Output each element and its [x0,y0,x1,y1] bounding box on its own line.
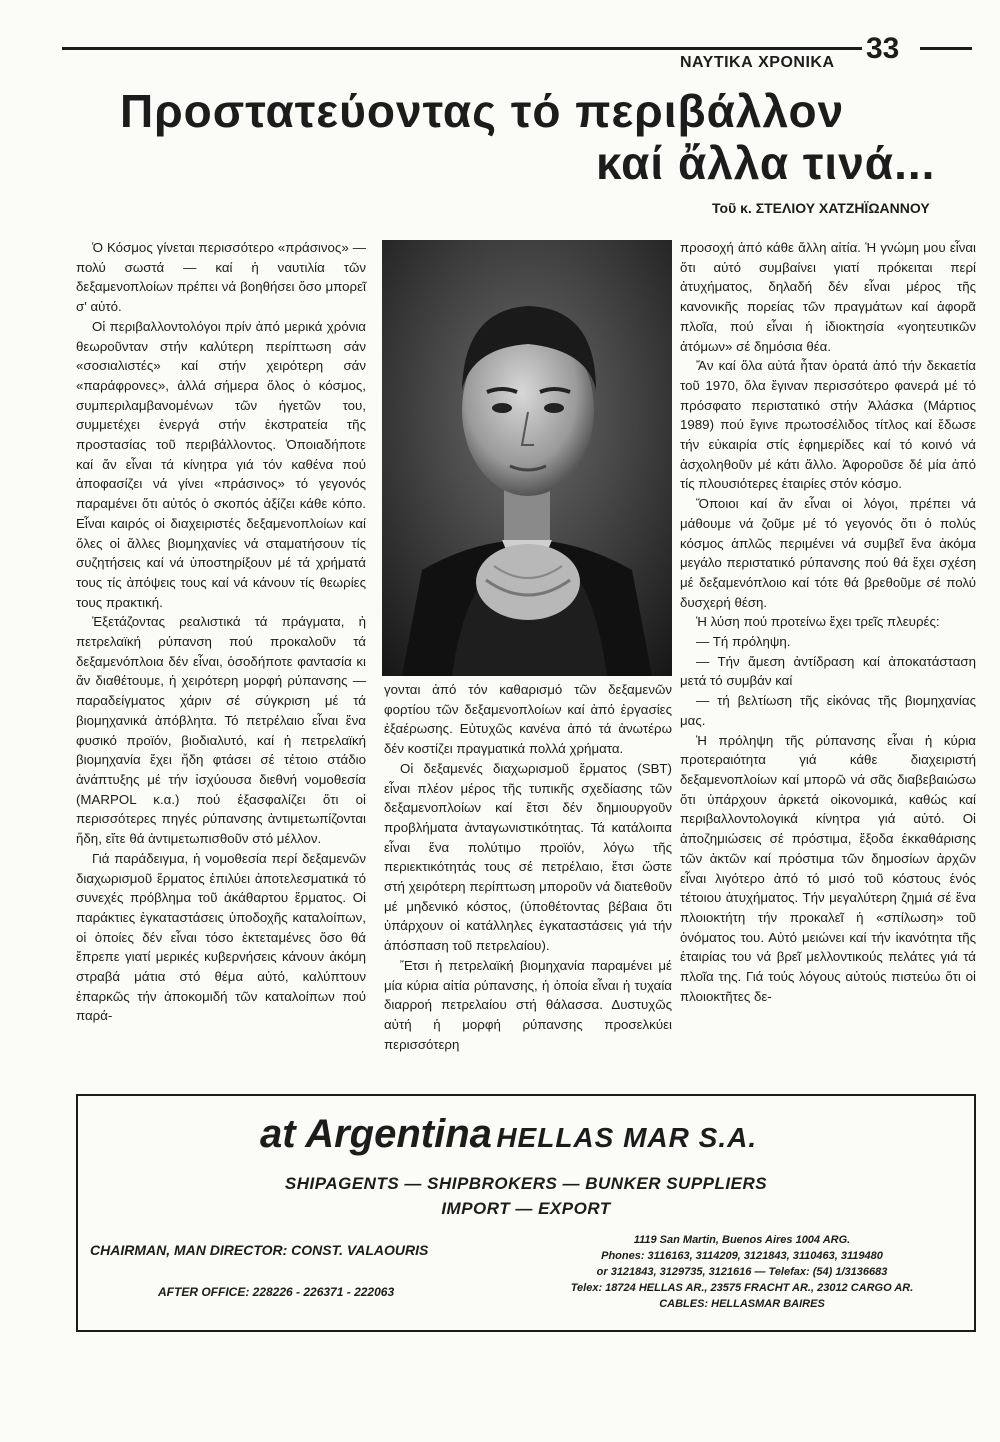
header-rule-right [920,47,972,50]
ad-contact-block [522,1232,962,1312]
ad-services-line1: SHIPAGENTS — SHIPBROKERS — BUNKER SUPPLIERS [284,1174,768,1193]
ad-phones-alt: or 3121843, 3129735, 3121616 — Telefax: (54) 1/3136683 [596,1266,888,1278]
column-middle [384,680,672,1054]
portrait-illustration [382,240,672,676]
list-item: — Τή πρόληψη. [696,634,791,650]
article-title-line2: καί ἄλλα τινά... [596,137,936,189]
paragraph: Οἱ δεξαμενές διαχωρισμοῦ ἕρματος (SBT) εἶναι πλέον μέρος τῆς τυπικῆς σχεδίασης τῶν δεξαμενοπλοίων καί ἔτσι δέν δημιουργοῦν προβλήματα ἀνταγωνιστικότητας. Τά κατάλοιπα εἶναι ἕνα πολύτιμο προϊόν, λόγω τῆς περιεκτικότητάς τους σέ πετρέλαιο, ἔτσι ὥστε στή χειρότερη περίπτωση μποροῦν νά διατεθοῦν μέ μηδενικό κόστος, (ὑποθέτοντας βέβαια ὅτι ὑπάρχουν οἱ κατάλληλες ἐγκαταστάσεις γιά τήν ἀπόσπαση τοῦ πετρελαίου). [384,760,672,954]
ad-cables: CABLES: HELLASMAR BAIRES [659,1298,825,1310]
ad-services-line2: IMPORT — EXPORT [441,1199,611,1218]
ad-phones: Phones: 3116163, 3114209, 3121843, 3110463, 3119480 [601,1250,883,1262]
ad-telex: Telex: 18724 HELLAS AR., 23575 FRACHT AR., 23012 CARGO AR. [570,1282,914,1294]
paragraph: Ἡ λύση πού προτείνω ἔχει τρεῖς πλευρές: [696,614,940,630]
ad-company-name: HELLAS MAR S.A. [496,1122,758,1153]
advertisement-box [76,1094,976,1332]
list-item: — τή βελτίωση τῆς εἰκόνας τῆς βιομηχανίας μας. [680,693,976,728]
paragraph: Γιά παράδειγμα, ἡ νομοθεσία περί δεξαμενῶν διαχωρισμοῦ ἕρματος ἐπιλύει ἀποτελεσματικά τό συνεχές πρόβλημα τοῦ ἀκάθαρτου ἕρματος. Οἱ παράκτιες ἐγκαταστάσεις ὑποδοχῆς καταλοίπων, οἱ ὁποίες δέν εἶναι τόσο ἐκτεταμένες ὅσο θά ἔπρεπε γιατί μερικές κυβερνήσεις κάνουν ἀκόμη στραβά μάτια στό θέμα αὐτό, καλύπτουν ἐπαρκῶς τήν ἀποκομιδή τῶν καταλοίπων πού παρά- [76,850,366,1024]
author-portrait-photo [382,240,672,676]
paragraph: Ὅποιοι καί ἄν εἶναι οἱ λόγοι, πρέπει νά μάθουμε νά ζοῦμε μέ τό γεγονός ὅτι ὁ πολύς κόσμος ἁπλῶς περιμένει νά συμβεῖ ἕνα ἀκόμα μεγάλο περιστατικό ρύπανσης πού θά ἔχει σχέση μέ δεξαμενόπλοιο καί τότε θά βρεθοῦμε σέ πολύ δυσχερή θέση. [680,496,976,610]
byline: Τοῦ κ. ΣΤΕΛΙΟΥ ΧΑΤΖΗΪΩΑΝΝΟΥ [712,200,930,216]
paragraph: Οἱ περιβαλλοντολόγοι πρίν ἀπό μερικά χρόνια θεωροῦνταν στήν καλύτερη περίπτωση σάν «σοσιαλιστές» καί στήν χειρότερη σάν «παράφρονες», ἀλλά σήμερα ὅλος ὁ κόσμος, συμπεριλαμβανομένων τῶν ἡγετῶν του, συμμετέχει ἐνεργά στήν ἐκστρατεία τῆς προστασίας τοῦ περιβάλλοντος. Ὁποιαδήποτε καί ἄν εἶναι τά κίνητρα γιά τόν καθένα πού ἀποφασίζει νά γίνει «πράσινος» τό γεγονός παραμένει ὅτι αὐτός ὁ σκοπός ἀξίζει κάθε κόπο. Εἶναι καιρός οἱ διαχειριστές δεξαμενοπλοίων καί ὅλες οἱ ἄλλες βιομηχανίες νά σταματήσουν τίς συζητήσεις καί νά ὑποστηρίξουν μέ τά χρήματά τους τίς ἀπόψεις τους καί νά κάνουν τίς θεωρίες τους πρακτική. [76,318,366,610]
ad-after-office: AFTER OFFICE: 228226 - 226371 - 222063 [158,1285,395,1299]
paragraph: γονται ἀπό τόν καθαρισμό τῶν δεξαμενῶν φορτίου τῶν δεξαμενοπλοίων καί ἀπό ἐργασίες ἐξαέρωσης. Εὐτυχῶς κανένα ἀπό τά ἀνωτέρω δέν κοστίζει πραγματικά πολλά χρήματα. [384,682,672,757]
paragraph: Ἡ πρόληψη τῆς ρύπανσης εἶναι ἡ κύρια προτεραιότητα γιά κάθε διαχειριστή δεξαμενοπλοίων καί μπορῶ νά σᾶς διαβεβαιώσω ὅτι ὑπάρχουν ἀρκετά οἰκονομικά, καθώς καί περιβαλλοντολογικά κίνητρα γιά αὐτό. Οἱ ἀποζημιώσεις σέ πρόστιμα, ἔξοδα ἐκκαθάρισης τῶν ἀκτῶν καί πρόστιμα τῶν δημοσίων ἀρχῶν εἶναι λιγότερο ἀπό τό μισό τοῦ κόστους ἑνός τέτοιου ἀτυχήματος. Τήν μεγαλύτερη ζημιά σέ ἕνα πλοιοκτήτη τήν προκαλεῖ ἡ «σπίλωση» τοῦ ὀνόματος του. Αὐτό μειώνει καί τήν ἱκανότητα τῆς ἑταιρίας του νά βρεῖ μελλοντικούς πελάτες γιά τά πλοῖα της. Γιά τούς λόγους αὐτούς πιστεύω ὅτι οἱ πλοιοκτῆτες δε- [680,732,976,1004]
paragraph: Ἄν καί ὅλα αὐτά ἦταν ὁρατά ἀπό τήν δεκαετία τοῦ 1970, ὅλα ἔγιναν περισσότερο φανερά μέ τό πρόσφατο περιστατικό στήν Ἀλάσκα (Μάρτιος 1989) πού ἔγινε πρωτοσέλιδος τίτλος καί ἔδωσε τήν εὐκαιρία στίς ἐφημερίδες καί τό κοινό νά ἀσχοληθοῦν μέ κάτι ἄλλο. Ἀφοροῦσε δέ μία ἀπό τίς πλουσιότερες ἑταιρίες στόν κόσμο. [680,358,976,492]
paragraph: Ἐξετάζοντας ρεαλιστικά τά πράγματα, ἡ πετρελαϊκή ρύπανση πού προκαλοῦν τά δεξαμενόπλοια δέν εἶναι, ὁσοδήποτε φαντασία κι ἄν διαθέτουμε, ἡ χειρότερη μορφή ρύπανσης — παραδείγματος χάριν σέ σύγκριση μέ τά βιομηχανικά ἀπόβλητα. Τό πετρέλαιο εἶναι ἕνα φυσικό προϊόν, βιοδιαλυτό, καί ἡ πετρελαϊκή βιομηχανία ἔχει ἤδη φτάσει σέ τέτοιο στάδιο ἀνάπτυξης μέ τήν ἰσχύουσα διεθνή νομοθεσία (MARPOL κ.α.) πού ἐξασφαλίζει ὅτι οἱ περισσότερες πηγές ρύπανσης ἀντιμετωπίζονται ἤδη, εἴτε θά ἀντιμετωπισθοῦν στό μέλλον. [76,614,366,847]
paragraph: Ὁ Κόσμος γίνεται περισσότερο «πράσινος» — πολύ σωστά — καί ἡ ναυτιλία τῶν δεξαμενοπλοίων πρέπει νά βοηθήσει ὅσο μπορεῖ σ' αὐτό. [76,240,366,315]
ad-address: 1119 San Martin, Buenos Aires 1004 ARG. [633,1234,851,1246]
page-number: 33 [866,32,900,65]
article-title-line1: Προστατεύοντας τό περιβάλλον [120,85,845,137]
header-rule-left [62,47,862,50]
column-right [680,238,976,1006]
ad-at-argentina: at Argentina [260,1112,492,1156]
ad-chairman: CHAIRMAN, MAN DIRECTOR: CONST. VALAOURIS [90,1242,429,1258]
list-item: — Τήν ἄμεση ἀντίδραση καί ἀποκατάσταση μετά τό συμβάν καί [680,653,976,689]
column-left [76,238,366,1026]
paragraph: προσοχή ἀπό κάθε ἄλλη αἰτία. Ἡ γνώμη μου εἶναι ὅτι αὐτό συμβαίνει γιατί πρόκειται περί ἀτυχήματος, δηλαδή δέν εἶναι μέρος τῆς κανονικῆς πορείας τῶν πραγμάτων καί ἀφορᾶ πλοῖα, πού εἶναι ἡ ἰδιοκτησία «γοητευτικῶν ἀτόμων» σέ δημόσια θέα. [680,240,976,354]
section-name: ΝΑΥΤΙΚΑ ΧΡΟΝΙΚΑ [680,54,835,71]
paragraph: Ἔτσι ἡ πετρελαϊκή βιομηχανία παραμένει μέ μία κύρια αἰτία ρύπανσης, ἡ ὁποία εἶναι ἡ τυχαία διαρροή πετρελαίου στή θάλασσα. Δυστυχῶς αὐτή ἡ μορφή ρύπανσης προσελκύει περισσότερη [384,957,672,1052]
ad-title [260,1112,757,1157]
